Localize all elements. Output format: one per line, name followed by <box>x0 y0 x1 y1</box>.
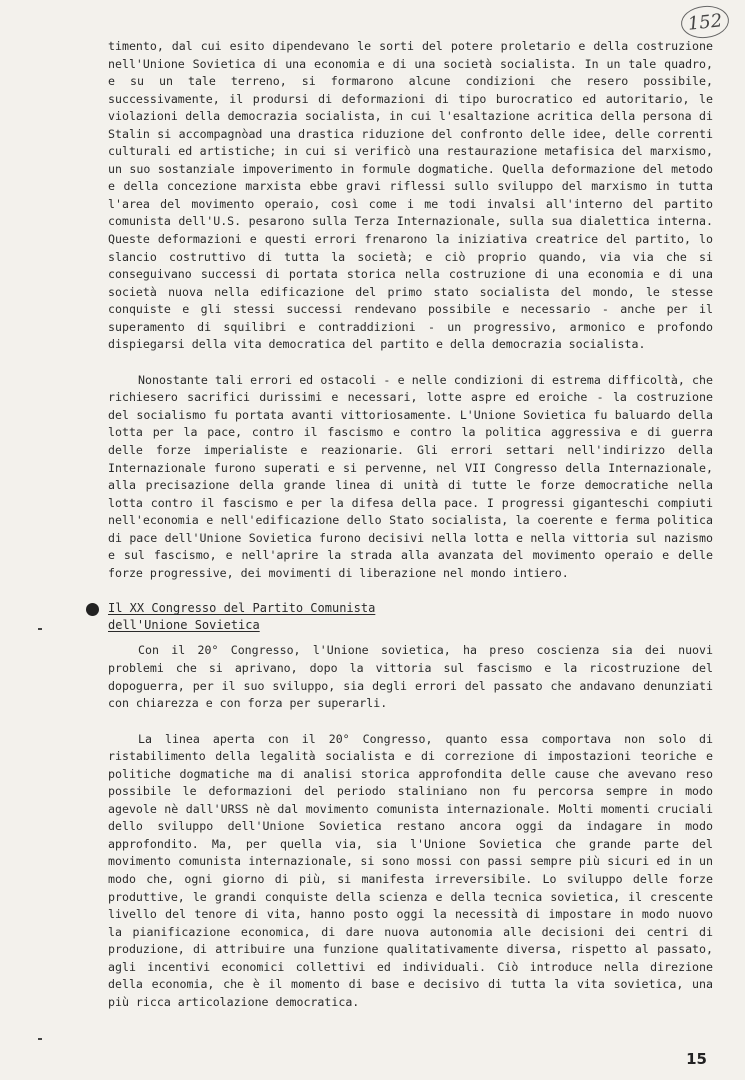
bullet-icon <box>86 603 99 616</box>
margin-mark <box>38 628 42 630</box>
document-body <box>108 38 713 1011</box>
archive-number: 152 <box>686 9 724 35</box>
paragraph-1: timento, dal cui esito dipendevano le sorti del potere proletario e della costruzione nell'Unione Sovietica di una economia e di una società socialista. In un tale quadro, e su un tale terreno, si formarono alcune condizioni che resero possibile, successivamente, il prodursi di deformazioni di tipo burocratico ed autoritario, le violazioni della democrazia socialista, in cui l'esaltazione acritica della persona di Stalin si accompagnòad una drastica riduzione del confronto delle idee, delle correnti culturali ed artistiche; in cui si verificò una restaurazione metafisica del marxismo, un suo sostanziale impoverimento in formule dogmatiche. Quella deformazione del metodo e della concezione marxista ebbe gravi riflessi sullo sviluppo del marxismo in tutta l'area del movimento operaio, così come i me todi invalsi all'interno del partito comunista dell'U.S. pesarono sulla Terza Internazionale, sulla sua dialettica interna. Queste deformazioni e questi errori frenarono la iniziativa creatrice del partito, lo slancio costruttivo di tutta la società; e ciò proprio quando, via via che si conseguivano successi di portata storica nella costruzione di una economia e di una società nuova nella edificazione del primo stato socialista del mondo, le stesse conquiste e gli stessi successi rendevano possibile e necessario - anche per il superamento di squilibri e contraddizioni - un progressivo, armonico e profondo dispiegarsi della vita democratica del partito e della democrazia socialista. <box>108 39 713 352</box>
archive-page-stamp <box>679 4 730 41</box>
page-number: 15 <box>686 1050 707 1068</box>
section-heading-line2: dell'Unione Sovietica <box>108 618 260 633</box>
section-heading <box>108 600 713 634</box>
section-heading-line1: Il XX Congresso del Partito Comunista <box>108 601 376 616</box>
paragraph-3: Con il 20° Congresso, l'Unione sovietica, ha preso coscienza sia dei nuovi problemi che si aprivano, dopo la vittoria sul fascismo e la ricostruzione del dopoguerra, per il suo sviluppo, sia degli errori del passato che andavano denunziati con chiarezza e con forza per superarli. <box>108 643 713 711</box>
margin-mark <box>38 1038 42 1040</box>
paragraph-4: La linea aperta con il 20° Congresso, quanto essa comportava non solo di ristabilimento della legalità socialista e di correzione di impostazioni teoriche e politiche dogmatiche ma di analisi storica approfondita delle cause che avevano reso possibile le deformazioni del periodo staliniano non fu percorsa sempre in modo agevole nè dall'URSS nè dal movimento comunista internazionale. Molti momenti cruciali dello sviluppo dell'Unione Sovietica restano ancora oggi da indagare in modo approfondito. Ma, per quella via, sia l'Unione Sovietica che grande parte del movimento comunista internazionale, si sono mossi con passi sempre più sicuri ed in un modo che, ogni giorno di più, si manifesta irreversibile. Lo sviluppo delle forze produttive, le grandi conquiste della scienza e della tecnica sovietica, il crescente livello del tenore di vita, hanno posto oggi la necessità di impostare in modo nuovo la pianificazione economica, di dare nuova autonomia alle decisioni dei centri di produzione, di attribuire una funzione qualitativamente diversa, rispetto al passato, agli incentivi economici collettivi ed individuali. Ciò introduce nella direzione della economia, che è il momento di base e decisivo di tutta la vita sovietica, una più ricca articolazione democratica. <box>108 731 713 1009</box>
paragraph-2: Nonostante tali errori ed ostacoli - e nelle condizioni di estrema difficoltà, che richiesero sacrifici durissimi e necessari, lotte aspre ed eroiche - la costruzione del socialismo fu portata avanti vittoriosamente. L'Unione Sovietica fu baluardo della lotta per la pace, contro il fascismo e contro la politica aggressiva e di guerra delle forze imperialiste e reazionarie. Gli errori settari nell'indirizzo della Internazionale furono superati e si pervenne, nel VII Congresso della Internazionale, alla precisazione della grande linea di unità di tutte le forze democratiche nella lotta contro il fascismo e per la difesa della pace. I progressi giganteschi compiuti nell'economia e nell'edificazione dello Stato socialista, la coerente e ferma politica di pace dell'Unione Sovietica furono decisivi nella lotta e nella vittoria sul nazismo e sul fascismo, e nell'aprire la strada alla avanzata del movimento operaio e delle forze progressive, dei movimenti di liberazione nel mondo intiero. <box>108 372 713 580</box>
